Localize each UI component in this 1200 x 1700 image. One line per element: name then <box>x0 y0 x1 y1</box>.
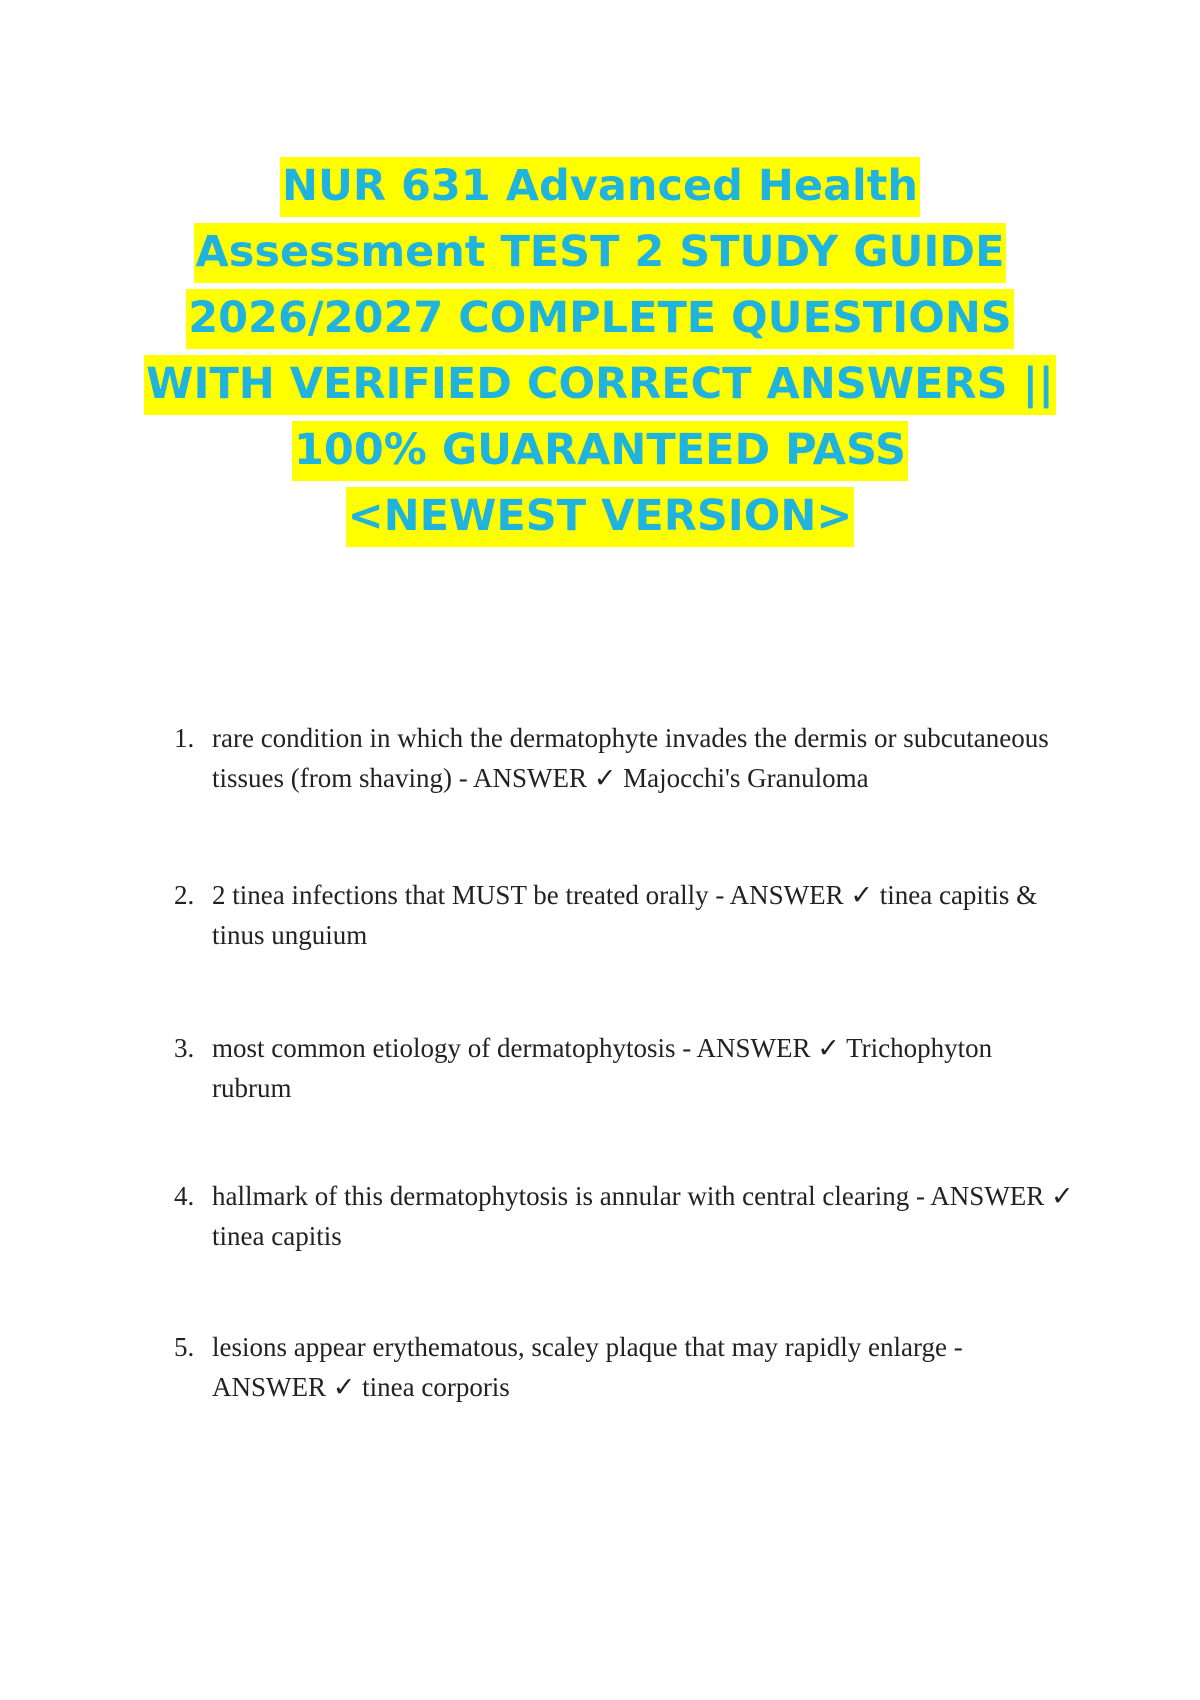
question-number: 3. <box>174 1033 195 1063</box>
question-item-4 <box>174 1176 1074 1256</box>
title-line-6: <NEWEST VERSION> <box>120 483 1080 549</box>
document-title <box>120 153 1080 549</box>
question-text: most common etiology of dermatophytosis - ANSWER ✓ Trichophyton rubrum <box>212 1033 993 1103</box>
question-text: rare condition in which the dermatophyte invades the dermis or subcutaneous tissues (from shaving) - ANSWER ✓ Majocchi's Granuloma <box>212 723 1049 793</box>
question-number: 4. <box>174 1181 195 1211</box>
question-number: 2. <box>174 880 195 910</box>
question-item-5 <box>174 1327 1074 1407</box>
question-text: 2 tinea infections that MUST be treated orally - ANSWER ✓ tinea capitis & tinus unguium <box>212 880 1038 950</box>
title-line-1: NUR 631 Advanced Health <box>120 153 1080 219</box>
title-line-5: 100% GUARANTEED PASS <box>120 417 1080 483</box>
question-number: 5. <box>174 1332 195 1362</box>
question-item-1 <box>174 718 1074 798</box>
title-line-4: WITH VERIFIED CORRECT ANSWERS || <box>120 351 1080 417</box>
question-item-2 <box>174 875 1074 955</box>
title-line-2: Assessment TEST 2 STUDY GUIDE <box>120 219 1080 285</box>
title-line-3: 2026/2027 COMPLETE QUESTIONS <box>120 285 1080 351</box>
question-text: lesions appear erythematous, scaley plaque that may rapidly enlarge - ANSWER ✓ tinea corporis <box>212 1332 963 1402</box>
question-item-3 <box>174 1028 1074 1108</box>
question-text: hallmark of this dermatophytosis is annular with central clearing - ANSWER ✓ tinea capitis <box>212 1181 1074 1251</box>
question-number: 1. <box>174 723 195 753</box>
